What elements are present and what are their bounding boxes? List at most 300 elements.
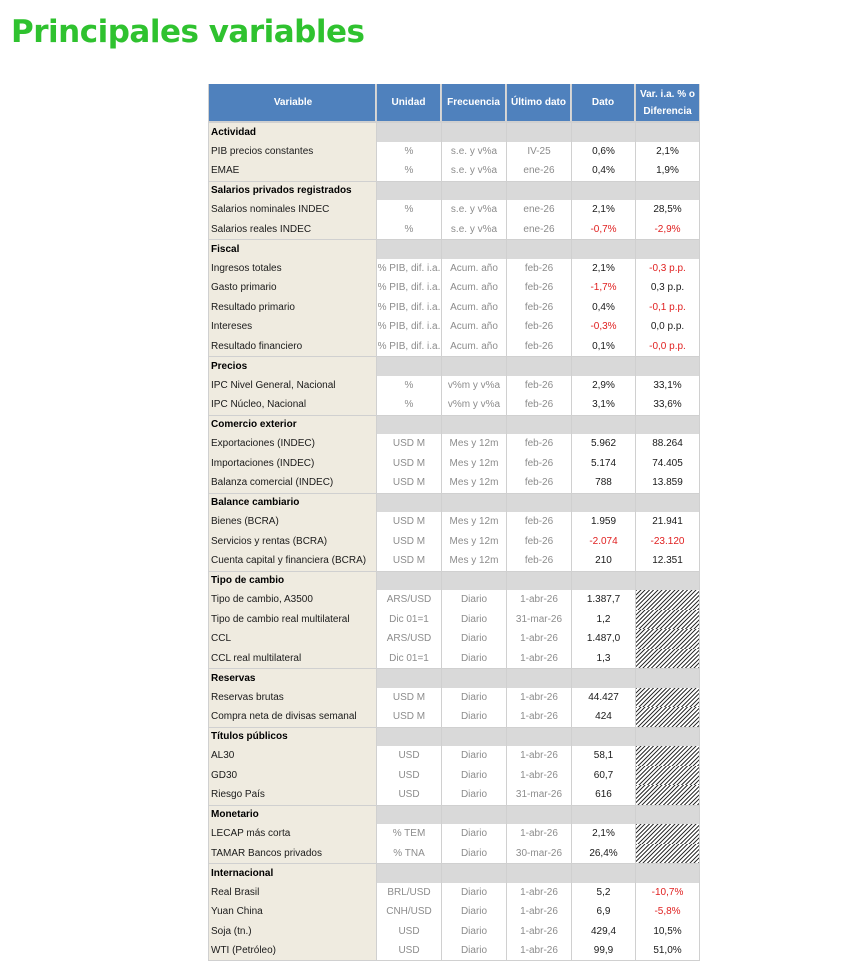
cell-unidad: % PIB, dif. i.a.	[376, 259, 441, 279]
cell-frecuencia: Diario	[441, 941, 506, 960]
cell-unidad: USD M	[376, 434, 441, 454]
table-row	[208, 844, 700, 864]
cell-dato: 60,7	[571, 766, 635, 786]
section-row	[208, 805, 700, 825]
cell-unidad: USD M	[376, 707, 441, 727]
table-row	[208, 298, 700, 318]
section-filler	[635, 182, 700, 201]
cell-unidad: CNH/USD	[376, 902, 441, 922]
section-row	[208, 727, 700, 747]
cell-ultimo-dato: 31-mar-26	[506, 610, 571, 630]
cell-ultimo-dato: 1-abr-26	[506, 590, 571, 610]
section-row	[208, 239, 700, 259]
table-row	[208, 532, 700, 552]
cell-ultimo-dato: IV-25	[506, 142, 571, 162]
cell-frecuencia: Acum. año	[441, 317, 506, 337]
section-filler	[441, 494, 506, 513]
section-filler	[376, 416, 441, 435]
cell-dato: 0,4%	[571, 161, 635, 181]
section-filler	[441, 669, 506, 688]
cell-unidad: % PIB, dif. i.a.	[376, 298, 441, 318]
cell-dato: 99,9	[571, 941, 635, 960]
cell-ultimo-dato: feb-26	[506, 551, 571, 571]
cell-var-ia: 0,0 p.p.	[635, 317, 700, 337]
cell-ultimo-dato: 31-mar-26	[506, 785, 571, 805]
cell-variable: Cuenta capital y financiera (BCRA)	[208, 551, 376, 571]
section-row	[208, 181, 700, 201]
table-row	[208, 649, 700, 669]
cell-ultimo-dato: feb-26	[506, 532, 571, 552]
page-title: Principales variables	[11, 14, 365, 50]
cell-frecuencia: Diario	[441, 844, 506, 864]
section-filler	[571, 416, 635, 435]
cell-var-hatched	[635, 707, 700, 727]
cell-var-ia: 0,3 p.p.	[635, 278, 700, 298]
section-filler	[376, 123, 441, 142]
table-row	[208, 941, 700, 961]
cell-unidad: % PIB, dif. i.a.	[376, 278, 441, 298]
cell-frecuencia: Acum. año	[441, 298, 506, 318]
section-filler	[571, 123, 635, 142]
cell-dato: 3,1%	[571, 395, 635, 415]
cell-dato: 1.487,0	[571, 629, 635, 649]
cell-variable: Importaciones (INDEC)	[208, 454, 376, 474]
cell-ultimo-dato: 1-abr-26	[506, 629, 571, 649]
cell-variable: AL30	[208, 746, 376, 766]
cell-frecuencia: s.e. y v%a	[441, 161, 506, 181]
section-filler	[376, 669, 441, 688]
cell-var-ia: -5,8%	[635, 902, 700, 922]
table-row	[208, 376, 700, 396]
cell-variable: PIB precios constantes	[208, 142, 376, 162]
table-row	[208, 551, 700, 571]
cell-var-ia: 13.859	[635, 473, 700, 493]
cell-frecuencia: Mes y 12m	[441, 551, 506, 571]
cell-dato: 1,2	[571, 610, 635, 630]
section-filler	[506, 123, 571, 142]
cell-unidad: ARS/USD	[376, 590, 441, 610]
cell-frecuencia: Diario	[441, 766, 506, 786]
cell-unidad: USD	[376, 922, 441, 942]
section-filler	[506, 494, 571, 513]
cell-dato: -2.074	[571, 532, 635, 552]
section-filler	[635, 864, 700, 883]
cell-unidad: % PIB, dif. i.a.	[376, 337, 441, 357]
cell-var-ia: -2,9%	[635, 220, 700, 240]
cell-frecuencia: s.e. y v%a	[441, 200, 506, 220]
cell-dato: 2,1%	[571, 259, 635, 279]
cell-ultimo-dato: ene-26	[506, 220, 571, 240]
cell-ultimo-dato: ene-26	[506, 200, 571, 220]
cell-unidad: %	[376, 161, 441, 181]
header-ultimo-dato: Último dato	[506, 84, 571, 121]
cell-variable: Exportaciones (INDEC)	[208, 434, 376, 454]
cell-variable: Tipo de cambio, A3500	[208, 590, 376, 610]
cell-unidad: %	[376, 200, 441, 220]
cell-dato: 429,4	[571, 922, 635, 942]
cell-dato: 5,2	[571, 883, 635, 903]
table-body	[208, 122, 700, 961]
cell-unidad: USD M	[376, 512, 441, 532]
cell-dato: 2,1%	[571, 200, 635, 220]
cell-dato: -0,7%	[571, 220, 635, 240]
cell-variable: Servicios y rentas (BCRA)	[208, 532, 376, 552]
cell-var-ia: 12.351	[635, 551, 700, 571]
header-variable: Variable	[208, 84, 376, 121]
cell-var-ia: -23.120	[635, 532, 700, 552]
section-filler	[635, 240, 700, 259]
section-row	[208, 493, 700, 513]
section-title: Balance cambiario	[208, 494, 376, 513]
cell-variable: GD30	[208, 766, 376, 786]
cell-frecuencia: Diario	[441, 707, 506, 727]
cell-var-hatched	[635, 824, 700, 844]
cell-frecuencia: Diario	[441, 824, 506, 844]
cell-ultimo-dato: 1-abr-26	[506, 649, 571, 669]
cell-variable: Gasto primario	[208, 278, 376, 298]
section-filler	[376, 494, 441, 513]
table-row	[208, 922, 700, 942]
cell-frecuencia: v%m y v%a	[441, 376, 506, 396]
section-title: Salarios privados registrados	[208, 182, 376, 201]
cell-frecuencia: Acum. año	[441, 259, 506, 279]
cell-frecuencia: Diario	[441, 746, 506, 766]
cell-frecuencia: Acum. año	[441, 337, 506, 357]
section-row	[208, 668, 700, 688]
cell-variable: Balanza comercial (INDEC)	[208, 473, 376, 493]
cell-unidad: Dic 01=1	[376, 610, 441, 630]
cell-dato: 1.387,7	[571, 590, 635, 610]
section-title: Precios	[208, 357, 376, 376]
table-row	[208, 161, 700, 181]
table-row	[208, 454, 700, 474]
cell-variable: IPC Nivel General, Nacional	[208, 376, 376, 396]
cell-variable: Riesgo País	[208, 785, 376, 805]
cell-unidad: %	[376, 376, 441, 396]
cell-variable: Salarios reales INDEC	[208, 220, 376, 240]
cell-ultimo-dato: feb-26	[506, 317, 571, 337]
section-filler	[571, 728, 635, 747]
cell-ultimo-dato: 1-abr-26	[506, 746, 571, 766]
cell-ultimo-dato: 1-abr-26	[506, 922, 571, 942]
section-filler	[635, 728, 700, 747]
cell-dato: 2,9%	[571, 376, 635, 396]
cell-frecuencia: Diario	[441, 922, 506, 942]
cell-frecuencia: Diario	[441, 610, 506, 630]
cell-dato: 5.174	[571, 454, 635, 474]
cell-ultimo-dato: feb-26	[506, 454, 571, 474]
section-filler	[635, 123, 700, 142]
cell-dato: 210	[571, 551, 635, 571]
cell-ultimo-dato: feb-26	[506, 376, 571, 396]
cell-frecuencia: Diario	[441, 688, 506, 708]
cell-var-hatched	[635, 649, 700, 669]
cell-dato: 1,3	[571, 649, 635, 669]
section-title: Tipo de cambio	[208, 572, 376, 591]
cell-unidad: USD	[376, 766, 441, 786]
cell-var-hatched	[635, 766, 700, 786]
table-row	[208, 688, 700, 708]
cell-frecuencia: Mes y 12m	[441, 532, 506, 552]
table-row	[208, 512, 700, 532]
cell-dato: 26,4%	[571, 844, 635, 864]
section-filler	[441, 416, 506, 435]
cell-dato: 58,1	[571, 746, 635, 766]
cell-var-ia: 10,5%	[635, 922, 700, 942]
cell-var-ia: 33,6%	[635, 395, 700, 415]
cell-ultimo-dato: feb-26	[506, 512, 571, 532]
cell-dato: -0,3%	[571, 317, 635, 337]
table-row	[208, 590, 700, 610]
cell-dato: 616	[571, 785, 635, 805]
cell-frecuencia: Diario	[441, 590, 506, 610]
section-filler	[506, 357, 571, 376]
cell-unidad: USD	[376, 785, 441, 805]
section-filler	[376, 806, 441, 825]
section-filler	[441, 182, 506, 201]
cell-var-hatched	[635, 844, 700, 864]
section-filler	[506, 572, 571, 591]
cell-dato: 788	[571, 473, 635, 493]
table-row	[208, 317, 700, 337]
cell-frecuencia: Diario	[441, 629, 506, 649]
header-var-line1: Var. i.a. % o	[639, 88, 696, 100]
cell-variable: IPC Núcleo, Nacional	[208, 395, 376, 415]
section-title: Actividad	[208, 123, 376, 142]
cell-ultimo-dato: 1-abr-26	[506, 883, 571, 903]
cell-var-hatched	[635, 610, 700, 630]
section-filler	[571, 494, 635, 513]
cell-unidad: USD	[376, 746, 441, 766]
section-filler	[376, 572, 441, 591]
cell-var-ia: -10,7%	[635, 883, 700, 903]
cell-ultimo-dato: ene-26	[506, 161, 571, 181]
cell-unidad: USD	[376, 941, 441, 960]
cell-variable: CCL real multilateral	[208, 649, 376, 669]
table-row	[208, 902, 700, 922]
section-filler	[571, 669, 635, 688]
cell-ultimo-dato: 1-abr-26	[506, 707, 571, 727]
cell-variable: LECAP más corta	[208, 824, 376, 844]
table-row	[208, 707, 700, 727]
cell-unidad: ARS/USD	[376, 629, 441, 649]
section-title: Internacional	[208, 864, 376, 883]
cell-ultimo-dato: 1-abr-26	[506, 902, 571, 922]
cell-ultimo-dato: feb-26	[506, 473, 571, 493]
table-row	[208, 278, 700, 298]
cell-var-ia: -0,1 p.p.	[635, 298, 700, 318]
table-header	[208, 84, 700, 122]
cell-variable: Resultado financiero	[208, 337, 376, 357]
cell-var-ia: -0,0 p.p.	[635, 337, 700, 357]
section-filler	[571, 864, 635, 883]
cell-frecuencia: s.e. y v%a	[441, 142, 506, 162]
section-filler	[506, 728, 571, 747]
section-filler	[635, 572, 700, 591]
section-title: Títulos públicos	[208, 728, 376, 747]
section-filler	[635, 494, 700, 513]
cell-frecuencia: s.e. y v%a	[441, 220, 506, 240]
section-filler	[635, 357, 700, 376]
section-filler	[441, 240, 506, 259]
cell-ultimo-dato: feb-26	[506, 298, 571, 318]
section-filler	[376, 864, 441, 883]
cell-frecuencia: Diario	[441, 902, 506, 922]
section-filler	[441, 728, 506, 747]
table-row	[208, 746, 700, 766]
cell-unidad: USD M	[376, 473, 441, 493]
cell-dato: 0,1%	[571, 337, 635, 357]
section-title: Fiscal	[208, 240, 376, 259]
cell-dato: 5.962	[571, 434, 635, 454]
cell-dato: -1,7%	[571, 278, 635, 298]
cell-unidad: USD M	[376, 688, 441, 708]
table-row	[208, 766, 700, 786]
cell-variable: Soja (tn.)	[208, 922, 376, 942]
cell-variable: Ingresos totales	[208, 259, 376, 279]
cell-variable: Yuan China	[208, 902, 376, 922]
section-filler	[441, 572, 506, 591]
cell-ultimo-dato: 1-abr-26	[506, 766, 571, 786]
cell-variable: Tipo de cambio real multilateral	[208, 610, 376, 630]
cell-var-ia: 1,9%	[635, 161, 700, 181]
section-filler	[441, 806, 506, 825]
cell-frecuencia: Mes y 12m	[441, 454, 506, 474]
section-filler	[506, 240, 571, 259]
cell-var-ia: 33,1%	[635, 376, 700, 396]
section-filler	[441, 864, 506, 883]
section-filler	[506, 416, 571, 435]
cell-ultimo-dato: 1-abr-26	[506, 824, 571, 844]
section-filler	[441, 123, 506, 142]
cell-variable: WTI (Petróleo)	[208, 941, 376, 960]
cell-var-ia: 28,5%	[635, 200, 700, 220]
cell-variable: Salarios nominales INDEC	[208, 200, 376, 220]
cell-ultimo-dato: 1-abr-26	[506, 941, 571, 960]
cell-var-hatched	[635, 629, 700, 649]
section-filler	[506, 864, 571, 883]
table-row	[208, 200, 700, 220]
table-row	[208, 629, 700, 649]
cell-dato: 0,6%	[571, 142, 635, 162]
cell-variable: EMAE	[208, 161, 376, 181]
cell-frecuencia: Diario	[441, 649, 506, 669]
table-row	[208, 259, 700, 279]
cell-ultimo-dato: feb-26	[506, 395, 571, 415]
table-row	[208, 220, 700, 240]
section-filler	[376, 728, 441, 747]
cell-unidad: %	[376, 220, 441, 240]
cell-variable: Intereses	[208, 317, 376, 337]
header-dato: Dato	[571, 84, 635, 121]
cell-unidad: % PIB, dif. i.a.	[376, 317, 441, 337]
table-row	[208, 337, 700, 357]
cell-var-ia: 2,1%	[635, 142, 700, 162]
cell-variable: TAMAR Bancos privados	[208, 844, 376, 864]
cell-unidad: %	[376, 395, 441, 415]
cell-unidad: USD M	[376, 532, 441, 552]
cell-var-hatched	[635, 746, 700, 766]
cell-unidad: Dic 01=1	[376, 649, 441, 669]
section-filler	[571, 806, 635, 825]
section-title: Monetario	[208, 806, 376, 825]
table-row	[208, 142, 700, 162]
cell-variable: Bienes (BCRA)	[208, 512, 376, 532]
section-filler	[506, 182, 571, 201]
cell-ultimo-dato: 1-abr-26	[506, 688, 571, 708]
section-filler	[635, 806, 700, 825]
section-filler	[376, 182, 441, 201]
cell-var-ia: 21.941	[635, 512, 700, 532]
header-var-line2: Diferencia	[643, 105, 692, 117]
section-filler	[571, 240, 635, 259]
cell-unidad: BRL/USD	[376, 883, 441, 903]
cell-frecuencia: Mes y 12m	[441, 434, 506, 454]
table-row	[208, 824, 700, 844]
cell-variable: Resultado primario	[208, 298, 376, 318]
cell-var-hatched	[635, 688, 700, 708]
section-row	[208, 356, 700, 376]
cell-unidad: % TEM	[376, 824, 441, 844]
cell-dato: 1.959	[571, 512, 635, 532]
cell-var-hatched	[635, 785, 700, 805]
cell-frecuencia: Diario	[441, 883, 506, 903]
table-row	[208, 883, 700, 903]
header-var-ia	[635, 84, 700, 121]
section-title: Comercio exterior	[208, 416, 376, 435]
cell-unidad: % TNA	[376, 844, 441, 864]
cell-ultimo-dato: feb-26	[506, 434, 571, 454]
cell-ultimo-dato: 30-mar-26	[506, 844, 571, 864]
section-filler	[571, 357, 635, 376]
table-row	[208, 395, 700, 415]
cell-unidad: USD M	[376, 551, 441, 571]
header-frecuencia: Frecuencia	[441, 84, 506, 121]
section-filler	[635, 416, 700, 435]
cell-var-ia: -0,3 p.p.	[635, 259, 700, 279]
section-filler	[441, 357, 506, 376]
cell-frecuencia: Acum. año	[441, 278, 506, 298]
variables-table	[208, 84, 700, 961]
table-row	[208, 785, 700, 805]
cell-variable: Real Brasil	[208, 883, 376, 903]
table-row	[208, 434, 700, 454]
section-row	[208, 863, 700, 883]
cell-frecuencia: Mes y 12m	[441, 473, 506, 493]
cell-frecuencia: v%m y v%a	[441, 395, 506, 415]
cell-dato: 6,9	[571, 902, 635, 922]
cell-dato: 2,1%	[571, 824, 635, 844]
cell-dato: 0,4%	[571, 298, 635, 318]
section-filler	[376, 240, 441, 259]
cell-ultimo-dato: feb-26	[506, 278, 571, 298]
section-row	[208, 571, 700, 591]
cell-var-ia: 74.405	[635, 454, 700, 474]
cell-dato: 424	[571, 707, 635, 727]
section-row	[208, 415, 700, 435]
cell-variable: CCL	[208, 629, 376, 649]
cell-variable: Compra neta de divisas semanal	[208, 707, 376, 727]
section-filler	[506, 806, 571, 825]
cell-var-hatched	[635, 590, 700, 610]
cell-variable: Reservas brutas	[208, 688, 376, 708]
cell-frecuencia: Mes y 12m	[441, 512, 506, 532]
section-filler	[571, 182, 635, 201]
cell-unidad: USD M	[376, 454, 441, 474]
cell-frecuencia: Diario	[441, 785, 506, 805]
section-filler	[571, 572, 635, 591]
cell-dato: 44.427	[571, 688, 635, 708]
